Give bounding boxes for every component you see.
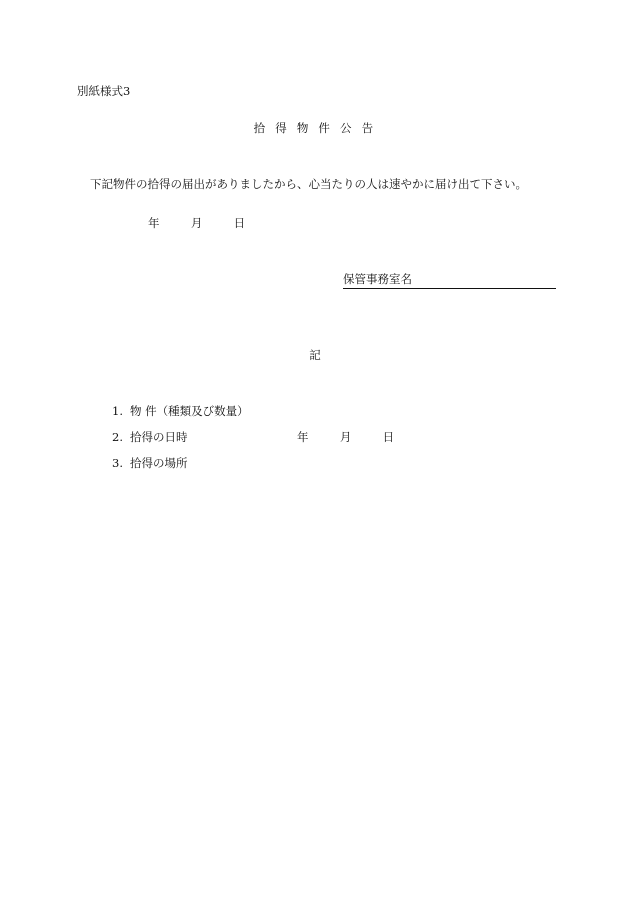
item-label: 拾得の場所 xyxy=(130,456,188,470)
ki-heading: 記 xyxy=(309,348,321,362)
item-label: 物 件（種類及び数量） xyxy=(130,404,249,418)
item-number: 1. xyxy=(112,404,123,418)
office-name-label: 保管事務室名 xyxy=(343,272,412,286)
found-date-year: 年 xyxy=(297,430,309,444)
list-item xyxy=(112,405,249,419)
notice-date-month: 月 xyxy=(190,216,203,230)
page-title: 拾 得 物 件 公 告 xyxy=(253,121,377,135)
intro-text: 下記物件の拾得の届出がありましたから、心当たりの人は速やかに届け出て下さい。 xyxy=(90,177,527,191)
list-item xyxy=(112,431,188,445)
item-number: 2. xyxy=(112,430,123,444)
found-date xyxy=(297,431,394,445)
form-number: 別紙様式3 xyxy=(77,84,131,98)
notice-date-day: 日 xyxy=(233,216,246,230)
item-number: 3. xyxy=(112,456,123,470)
notice-date-year: 年 xyxy=(148,216,160,230)
item-label: 拾得の日時 xyxy=(130,430,188,444)
notice-date xyxy=(148,217,245,231)
found-date-day: 日 xyxy=(382,430,395,444)
list-item xyxy=(112,457,188,471)
found-date-month: 月 xyxy=(339,430,352,444)
office-name-line xyxy=(343,273,556,289)
